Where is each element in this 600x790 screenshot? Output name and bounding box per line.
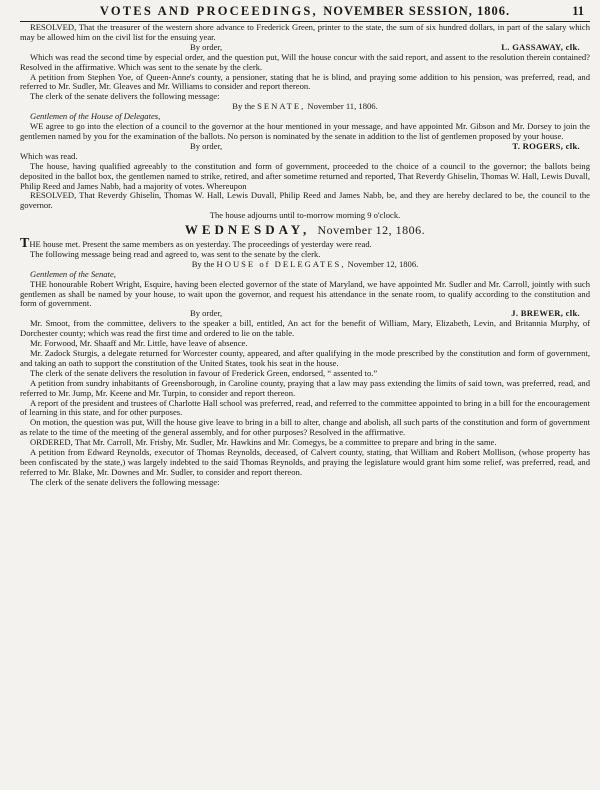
house-label: HOUSE of DELEGATES, [216, 258, 346, 269]
paragraph: RESOLVED, That the treasurer of the western shore advance to Frederick Green, printer to the state, the sum of six hundred dollars, in part of the salary which may be allowed him on the civil list for the ensuing year. [20, 22, 590, 42]
paragraph: A petition from sundry inhabitants of Greensborough, in Caroline county, praying that a law may pass extending the limits of said town, was preferred, read, and referred to Mr. Jump, Mr. Keene and Mr. Turpin, to consider and report thereon. [20, 377, 590, 398]
paragraph: Mr. Zadock Sturgis, a delegate returned for Worcester county, appeared, and after qualifying in the mode prescribed by the constitution and form of government, and taking an oath to support the constitution of the United States, took his seat in the house. [20, 348, 590, 368]
salutation: Gentlemen of the Senate, [30, 268, 116, 279]
paragraph: Mr. Smoot, from the committee, delivers to the speaker a bill, entitled, An act for the benefit of William, Mary, Elizabeth, Levin, and Britannia Murphy, of Dorchester county; which was read the first time and ordered to lie on the table. [20, 318, 590, 339]
paragraph: Which was read. [20, 150, 78, 161]
signature-by-order: By order, [190, 140, 223, 151]
by-prefix: By the [191, 258, 215, 269]
day-name: WEDNESDAY, [184, 222, 311, 238]
header-title: VOTES AND PROCEEDINGS, [99, 4, 318, 18]
signature-by-order: By order, [190, 308, 223, 319]
paragraph: THE honourable Robert Wright, Esquire, having been elected governor of the state of Maryland, we have appointed Mr. Sudler and Mr. Carroll, jointly with such gentlemen as shall be named by your house, to wait upon the governor, and request his attendance in the senate room, to qualify according to the constitution and form of government. [20, 278, 590, 309]
header-session: NOVEMBER SESSION, 1806. [323, 4, 511, 18]
paragraph: A petition from Stephen Yoe, of Queen-Anne's county, a pensioner, stating that he is blind, and praying some addition to his pension, was preferred, read, and referred to Mr. Sudler, Mr. Gleaves and Mr. Williams to consider and report thereon. [20, 71, 590, 92]
signature-by-order: By order, [190, 41, 223, 52]
drop-cap: T [20, 236, 30, 252]
header-rule [20, 21, 590, 22]
paragraph: On motion, the question was put, Will the house give leave to bring in a bill to alter, change and abolish, all such parts of the constitution and form of government as relate to the time of the meeting of the general assembly, and for other purposes? Resolved in the affirmative. [20, 417, 590, 438]
salutation: Gentlemen of the House of Delegates, [30, 111, 161, 122]
paragraph: Which was read the second time by especial order, and the question put, Will the house concur with the said report, and assent to the resolution therein contained? Resolved in the affirmative. Which was sent to the senate by the clerk. [20, 51, 590, 72]
signature-name: L. GASSAWAY, clk. [501, 41, 580, 52]
paragraph: The clerk of the senate delivers the resolution in favour of Frederick Green, endorsed, “ assented to.” [30, 367, 378, 378]
page-header [20, 4, 590, 22]
paragraph: The house, having qualified agreeably to the constitution and form of government, proceeded to the choice of a council to the governor; the ballots being deposited in the ballot box, the gentlemen named to strike, retired, and after sometime returned and reported, That Reverdy Ghiselin, Thomas W. Hall, Lewis Duvall, Philip Reed and James Nabb, had a majority of votes. Whereupon [20, 160, 590, 191]
day-date: November 12, 1806. [317, 223, 426, 238]
signature-name: T. ROGERS, clk. [512, 140, 580, 151]
paragraph: ORDERED, That Mr. Carroll, Mr. Frisby, Mr. Sudler, Mr. Hawkins and Mr. Comegys, be a committee to prepare and bring in the same. [30, 437, 497, 448]
document-body [20, 23, 590, 488]
paragraph: The clerk of the senate delivers the following message: [30, 91, 220, 102]
paragraph: The clerk of the senate delivers the following message: [30, 476, 220, 487]
paragraph: Mr. Forwood, Mr. Shaaff and Mr. Little, have leave of absence. [30, 338, 248, 349]
by-prefix: By the [232, 101, 255, 112]
paragraph: A report of the president and trustees of Charlotte Hall school was preferred, read, and referred to the committee appointed to bring in a bill for the encouragement of learning in this state, and for other purposes. [20, 397, 590, 418]
message-date: November 12, 1806. [347, 258, 419, 269]
day-heading [20, 222, 590, 238]
paragraph: WE agree to go into the election of a council to the governor at the hour mentioned in your message, and have appointed Mr. Gibson and Mr. Dorsey to join the gentlemen named by you for the examination of the ballots. No person is nominated by the senate in addition to the list of gentlemen proposed by your house. [20, 121, 590, 141]
signature-line [20, 142, 590, 152]
paragraph: A petition from Edward Reynolds, executor of Thomas Reynolds, deceased, of Calvert county, stating, that William and Robert Mollison, (whose property has been confiscated by the state,) was largely indebted to the said Thomas Reynolds, and praying the legislature would grant him some relief, was preferred, read, and referred to Mr. Blake, Mr. Downes and Mr. Sudler, to consider and report thereon. [20, 447, 590, 477]
adjournment-line: The house adjourns until to-morrow morning 9 o'clock. [209, 210, 401, 221]
signature-name: J. BREWER, clk. [511, 308, 580, 319]
message-date: November 11, 1806. [307, 101, 378, 112]
page-number: 11 [572, 4, 584, 18]
senate-label: SENATE, [257, 101, 306, 112]
paragraph: RESOLVED, That Reverdy Ghiselin, Thomas W. Hall, Lewis Duvall, Philip Reed and James Nabb, be, and they are hereby declared to be, the council to the governor. [20, 190, 590, 211]
paragraph: The following message being read and agreed to, was sent to the senate by the clerk. [30, 248, 321, 259]
paragraph-text: HE house met. Present the same members as on yesterday. The proceedings of yesterday were read. [29, 239, 372, 250]
